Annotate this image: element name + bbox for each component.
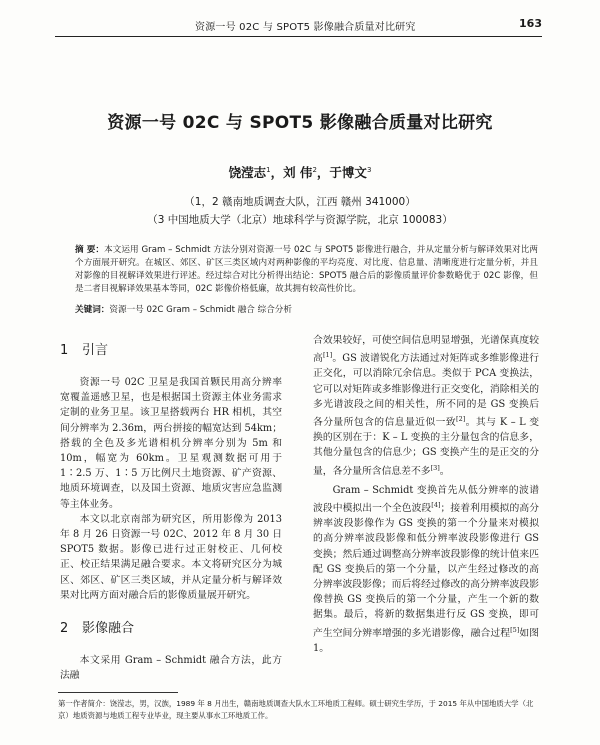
author-separator: ， [316, 165, 330, 180]
paragraph [313, 333, 539, 479]
author-name: 饶滢志 [228, 165, 267, 180]
running-title: 资源一号 02C 与 SPOT5 影像融合质量对比研究 [195, 22, 416, 33]
abstract [75, 244, 538, 296]
author-name: 于博文 [329, 165, 367, 180]
citation: [4] [431, 501, 441, 510]
keywords-text: 资源一号 02C Gram – Schmidt 融合 综合分析 [109, 305, 292, 315]
footnote-rule [58, 692, 178, 693]
paragraph [313, 483, 539, 656]
page-number: 163 [519, 17, 542, 30]
keywords [75, 303, 538, 315]
footnote-text: 饶滢志，男，汉族，1989 年 8 月出生，赣南地质调查大队水工环地质工程师。硕士研究生学历，于 2015 年从中国地质大学（北京）地质资源与地质工程专业毕业，现主要从事水工环地质工作。 [58, 699, 534, 720]
text-run: 。GS 波谱锐化方法通过对矩阵或多维影像进行正交化，可以消除冗余信息。类似于 PCA 变换法，它可以对矩阵或多维影像进行正交变化，消除相关的多光谱波段之间的相关性，所不同的是 GS 变换后各分量所包含的信息量近似一致 [313, 353, 539, 429]
citation: [5] [510, 625, 520, 634]
text-run: 如图 1。 [313, 627, 540, 654]
right-column [313, 333, 539, 656]
citation: [1] [322, 351, 333, 360]
header-rule [55, 36, 542, 37]
keywords-label: 关键词： [75, 305, 110, 315]
running-header [55, 18, 542, 34]
section-title: 影像融合 [82, 621, 135, 637]
paragraph: 本文以北京南部为研究区，所用影像为 2013 年 8 月 26 日资源一号 02C、2012 年 8 月 30 日 SPOT5 数据。影像已进行过正射校正、几何校正、校正结果满足融合要求。本文将研究区分为城区、郊区、矿区三类区域，并从定量分析与解译效果对比两方面对融合后的影像质量展开研究。 [60, 513, 282, 601]
section-heading-intro [60, 337, 282, 365]
section-title: 引言 [82, 343, 109, 358]
author-sup: 3 [366, 165, 372, 174]
text-run: Gram – Schmidt 变换首先从低分辨率的波谱波段中模拟出一个全色波段 [313, 484, 539, 515]
paragraph: 资源一号 02C 卫星是我国首颗民用高分辨率宽覆盖遥感卫星，也是根据国土资源主体业务需求定制的业务卫星。该卫星搭载两台 HR 相机，其空间分辨率为 2.36m，两台拼接的幅宽达到 54km；搭载的全色及多光谱相机分辨率分别为 5m 和 10m，幅宽为 60km。卫星观测数据可用于 1∶2.5 万、1∶5 万比例尺土地资源、矿产资源、地质环境调查，以及国土资源、地质灾害应急监测等主体业务。 [60, 377, 282, 510]
citation: [3] [430, 463, 440, 472]
text-run: 合效果较好，可使空间信息明显增强，光谱保真度较高 [313, 335, 539, 365]
author-sup: 1 [266, 165, 271, 174]
text-run: 。其与 K – L 变换的区别在于：K – L 变换的主分量包含的信息多，其他分量包含的信息少；GS 变换产生的是正交的分量，各分量所含信息差不多 [313, 417, 539, 477]
author-sup: 2 [312, 165, 317, 174]
text-run: ；接着利用模拟的高分辨率波段影像作为 GS 变换的第一个分量来对模拟的高分辨率波段影像和低分辨率波段影像进行 GS 变换；然后通过调整高分辨率波段影像的统计值来匹配 GS 变换后的第一个分量，以产生经过修改的高分辨率波段影像；而后将经过修改的高分辨率波段影像替换 GS 变换后的第一个分量，产生一个新的数据集。最后，将新的数据集进行反 GS 变换，即可产生空间分辨率增强的多光谱影像，融合过程 [313, 503, 540, 639]
abstract-label: 摘 要： [75, 245, 105, 255]
section-heading-fusion [60, 615, 282, 643]
footnote-label: 第一作者简介： [58, 699, 110, 708]
affiliation-2: （3 中国地质大学（北京）地球科学与资源学院，北京 100083） [147, 214, 453, 226]
section-number: 2 [60, 621, 69, 637]
paper-title: 资源一号 02C 与 SPOT5 影像融合质量对比研究 [107, 113, 493, 133]
citation: [2] [456, 415, 466, 424]
abstract-text: 本文运用 Gram – Schmidt 方法分别对资源一号 02C 与 SPOT5 影像进行融合，并从定量分析与解译效果对比两个方面展开研究。在城区、郊区、矿区三类区域内对两种影像的平均亮度、对比度、信息量、清晰度进行定量分析，并且对影像的目视解译效果进行评述。经过综合对比分析得出结论：SPOT5 融合后的影像质量评价参数略优于 02C 影像，但是二者目视解译效果基本等同，02C 影像价格低廉，故其拥有较高性价比。 [75, 245, 539, 294]
left-column [60, 333, 282, 683]
section-number: 1 [60, 343, 69, 358]
author-separator: ， [270, 165, 284, 180]
author-line [0, 163, 600, 181]
paragraph: 本文采用 Gram – Schmidt 融合方法，此方法融 [60, 655, 282, 682]
affiliation-1: （1，2 赣南地质调查大队，江西 赣州 341000） [184, 196, 416, 208]
text-run: 。 [439, 465, 450, 477]
footnote [58, 698, 542, 722]
author-name: 刘 伟 [283, 165, 313, 180]
